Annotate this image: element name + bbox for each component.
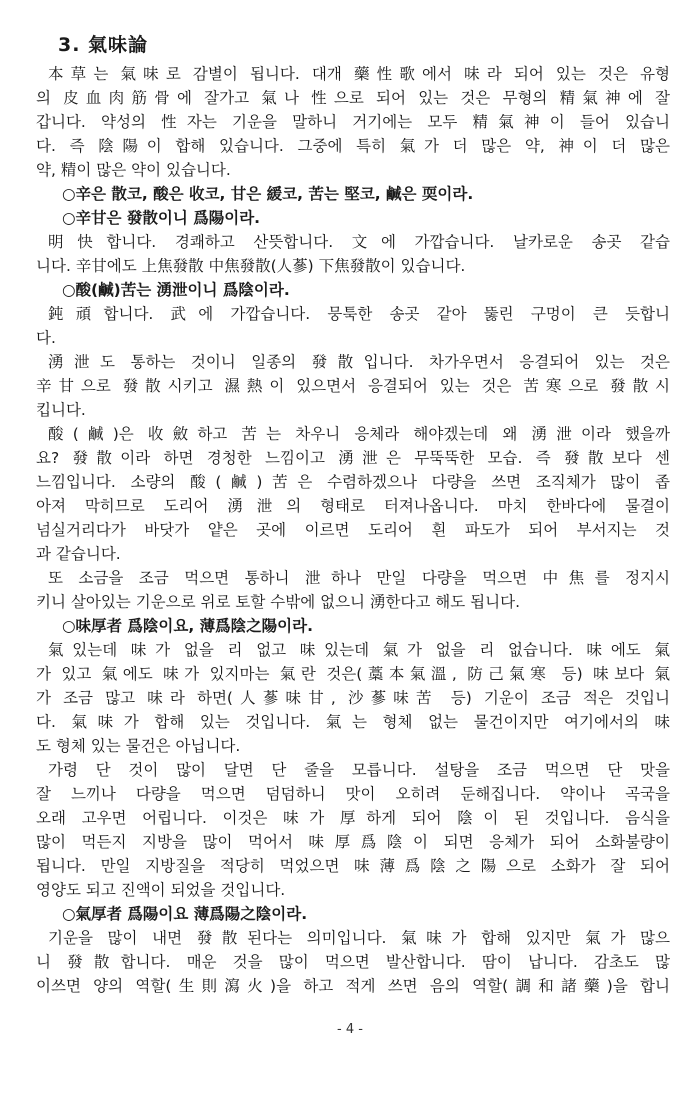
text-line: 다. 즉 陰陽이 합해 있습니다. 그중에 특히 氣가 더 많은 약, 神이 더 많은: [36, 137, 670, 155]
text-line: 다.: [36, 329, 56, 347]
text-line: 氣있는데 味가 없을 리 없고 味있는데 氣가 없을 리 없습니다. 味에도 氣: [48, 641, 670, 659]
text-line: 가 있고 氣에도 味가 있지마는 氣란 것은(藁本氣溫, 防己氣寒 등) 味보다 氣: [36, 665, 670, 683]
text-line: 니다. 辛甘에도 上焦發散 中焦發散(人蔘) 下焦發散이 있습니다.: [36, 257, 466, 275]
text-line: 잘 느끼나 다량을 먹으면 덤덤하니 맛이 오히려 둔해집니다. 약이나 곡국을: [36, 785, 670, 803]
text-line: 기운을 많이 내면 發散된다는 의미입니다. 氣味가 합해 있지만 氣가 많으: [48, 929, 670, 947]
principle-line: ○味厚者 爲陰이요, 薄爲陰之陽이라.: [62, 617, 313, 635]
text-line: 약, 精이 많은 약이 있습니다.: [36, 161, 231, 179]
text-line: 오래 고우면 어립니다. 이것은 味가 厚하게 되어 陰이 된 것입니다. 음식을: [36, 809, 670, 827]
principle-line: ○氣厚者 爲陽이요 薄爲陽之陰이라.: [62, 905, 308, 923]
text-line: 鈍頑합니다. 武에 가깝습니다. 뭉툭한 송곳 같아 뚫린 구멍이 큰 듯합니: [48, 305, 670, 323]
principle-line: ○辛은 散코, 酸은 收코, 甘은 緩코, 苦는 堅코, 鹹은 耎이라.: [62, 185, 474, 203]
text-line: 과 같습니다.: [36, 545, 121, 563]
text-line: 辛甘으로 發散시키고 濕熱이 있으면서 응결되어 있는 것은 苦寒으로 發散시: [36, 377, 670, 395]
text-line: 아져 막히므로 도리어 湧泄의 형태로 터져나옵니다. 마치 한바다에 물결이: [36, 497, 670, 515]
text-line: 또 소금을 조금 먹으면 통하니 泄하나 만일 다량을 먹으면 中焦를 정지시: [48, 569, 670, 587]
text-line: 키니 살아있는 기운으로 위로 토할 수밖에 없으니 湧한다고 해도 됩니다.: [36, 593, 521, 611]
text-line: 本草는 氣味로 감별이 됩니다. 대개 藥性歌에서 味라 되어 있는 것은 유형: [48, 65, 670, 83]
text-line: 가 조금 많고 味라 하면(人蔘味甘, 沙蔘味苦 등) 기운이 조금 적은 것입니: [36, 689, 670, 707]
text-line: 의 皮血肉筋骨에 잘가고 氣나 性으로 되어 있는 것은 무형의 精氣神에 잘: [36, 89, 670, 107]
text-line: 다. 氣味가 합해 있는 것입니다. 氣는 형체 없는 물건이지만 여기에서의 味: [36, 713, 670, 731]
text-line: 영양도 되고 진액이 되었을 것입니다.: [36, 881, 286, 899]
text-line: 湧泄도 통하는 것이니 일종의 發散입니다. 차가우면서 응결되어 있는 것은: [48, 353, 670, 371]
text-line: 넘실거리다가 바닷가 얕은 곳에 이르면 도리어 흰 파도가 되어 부서지는 것: [36, 521, 670, 539]
text-line: 니 發散합니다. 매운 것을 많이 먹으면 발산합니다. 땀이 납니다. 감초도 많: [36, 953, 670, 971]
text-line: 요? 發散이라 하면 경청한 느낌이고 湧泄은 무뚝뚝한 모습. 즉 發散보다 센: [36, 449, 670, 467]
body-text: [0, 62, 700, 998]
text-line: 도 형체 있는 물건은 아닙니다.: [36, 737, 241, 755]
text-line: 明快합니다. 경쾌하고 산뜻합니다. 文에 가깝습니다. 날카로운 송곳 같습: [48, 233, 670, 251]
text-line: 이쓰면 양의 역할(生則瀉火)을 하고 적게 쓰면 음의 역할(調和諸藥)을 합니: [36, 977, 670, 995]
text-line: 킵니다.: [36, 401, 86, 419]
text-line: 酸(鹹)은 收斂하고 苦는 차우니 응체라 해야겠는데 왜 湧泄이라 했을까: [48, 425, 670, 443]
text-line: 갑니다. 약성의 性자는 기운을 말하니 거기에는 모두 精氣神이 들어 있습니: [36, 113, 670, 131]
principle-line: ○辛甘은 發散이니 爲陽이라.: [62, 209, 261, 227]
section-heading: 3. 氣味論: [58, 34, 149, 56]
page-number: - 4 -: [337, 1022, 363, 1037]
text-line: 됩니다. 만일 지방질을 적당히 먹었으면 味薄爲陰之陽으로 소화가 잘 되어: [36, 857, 670, 875]
text-line: 느낌입니다. 소량의 酸(鹹)苦은 수렴하겠으나 다량을 쓰면 조직체가 많이 좁: [36, 473, 670, 491]
text-line: 가령 단 것이 많이 달면 단 줄을 모릅니다. 설탕을 조금 먹으면 단 맛을: [48, 761, 670, 779]
principle-line: ○酸(鹹)苦는 湧泄이니 爲陰이라.: [62, 281, 290, 299]
text-line: 많이 먹든지 지방을 많이 먹어서 味厚爲陰이 되면 응체가 되어 소화불량이: [36, 833, 670, 851]
